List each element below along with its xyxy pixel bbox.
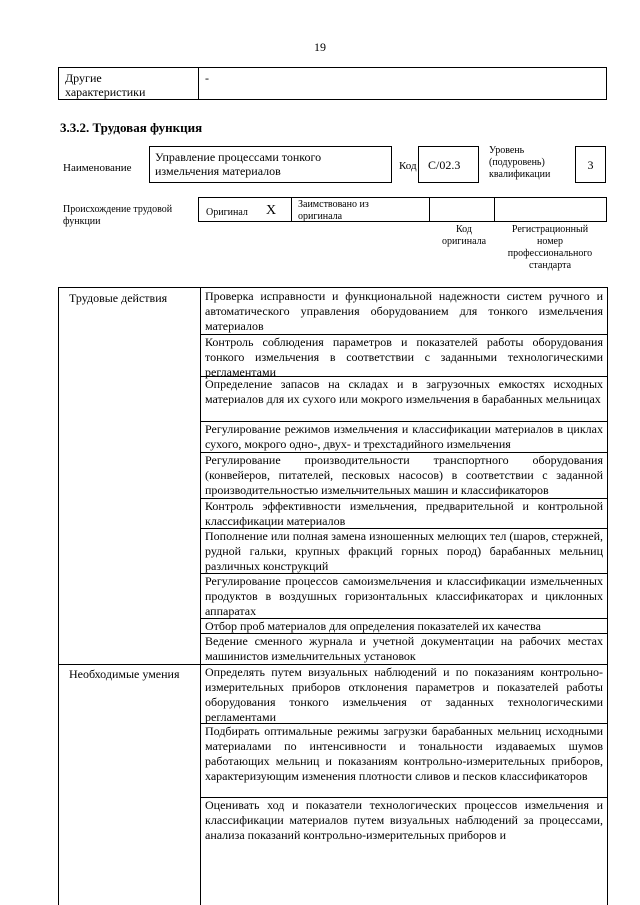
other-characteristics-divider: [198, 68, 199, 99]
function-name-value: Управление процессами тонкого измельчения материалов: [155, 150, 322, 178]
labor-actions-label: Трудовые действия: [69, 291, 168, 305]
original-mark: X: [266, 203, 277, 218]
origin-table: [198, 197, 607, 222]
other-characteristics-value: -: [205, 71, 209, 85]
labor-action-item: Отбор проб материалов для определения показателей их качества: [205, 619, 541, 633]
name-label: Наименование: [63, 162, 132, 174]
labor-action-item: Регулирование режимов измельчения и классификации материалов в циклах сухого, мокрого одно-, двух- и трехстадийного измельчения: [205, 422, 603, 451]
original-label: Оригинал: [206, 207, 248, 218]
column-divider: [200, 287, 201, 905]
origin-divider-1: [291, 198, 292, 221]
function-name-box: [149, 146, 392, 183]
labor-action-item: Пополнение или полная замена изношенных мелющих тел (шаров, стержней, рудной гальки, крупных фракций горных пород) барабанных мельниц различных конструкций: [205, 529, 603, 573]
labor-action-item: Контроль соблюдения параметров и показателей работы оборудования тонкого измельчения в соответствии с заданными технологическими регламентами: [205, 335, 603, 379]
labor-action-item: Регулирование процессов самоизмельчения и классификации измельченных продуктов в воздушных горизонтальных классификаторах и циклонных аппаратах: [205, 574, 603, 618]
skills-label: Необходимые умения: [69, 667, 180, 681]
labor-action-item: Ведение сменного журнала и учетной документации на рабочих местах машинистов измельчительных установок: [205, 634, 603, 663]
page-number: 19: [314, 40, 326, 54]
origin-divider-3: [494, 198, 495, 221]
origin-divider-2: [429, 198, 430, 221]
labor-action-item: Проверка исправности и функциональной надежности систем ручного и автоматического управления оборудованием для тонкого измельчения материалов: [205, 289, 603, 333]
code-box: [418, 146, 479, 183]
labor-action-item: Определение запасов на складах и в загрузочных емкостях исходных материалов для их сухого или мокрого измельчения в барабанных мельницах: [205, 377, 603, 406]
labor-action-item: Контроль эффективности измельчения, предварительной и контрольной классификации материалов: [205, 499, 603, 528]
origin-label: Происхождение трудовой функции: [63, 204, 173, 227]
other-characteristics-label: Другие характеристики: [65, 71, 146, 99]
level-label: Уровень (подуровень) квалификации: [489, 145, 551, 180]
section-title: 3.3.2. Трудовая функция: [60, 120, 203, 135]
skill-item: Определять путем визуальных наблюдений и по показаниям контрольно-измерительных приборов отклонения параметров и показателей работы оборудования тонкого измельчения от заданных технологическими регламентами: [205, 665, 603, 724]
code-value: C/02.3: [428, 158, 461, 172]
skill-item: Оценивать ход и показатели технологических процессов измельчения и классификации материалов путем визуальных наблюдений за процессами, анализа показаний контрольно-измерительных приборов и: [205, 798, 603, 842]
code-original-caption: Код оригинала: [441, 224, 487, 247]
level-box: [575, 146, 606, 183]
borrowed-label: Заимствовано из оригинала: [298, 199, 369, 222]
registration-number-caption: Регистрационный номер профессионального стандарта: [507, 224, 593, 271]
level-value: 3: [587, 158, 594, 172]
other-characteristics-table: [58, 67, 607, 100]
labor-action-item: Регулирование производительности транспортного оборудования (конвейеров, питателей, песковых насосов) в соответствии с заданной производительностью измельчительных машин и классификаторов: [205, 453, 603, 497]
skill-item: Подбирать оптимальные режимы загрузки барабанных мельниц исходными материалами по интенсивности и тональности издаваемых шумов работающих мельниц и показаниям контрольно-измерительных приборов, характеризующим изменения плотности сливов и песков классификаторов: [205, 724, 603, 783]
code-label: Код: [399, 160, 417, 172]
